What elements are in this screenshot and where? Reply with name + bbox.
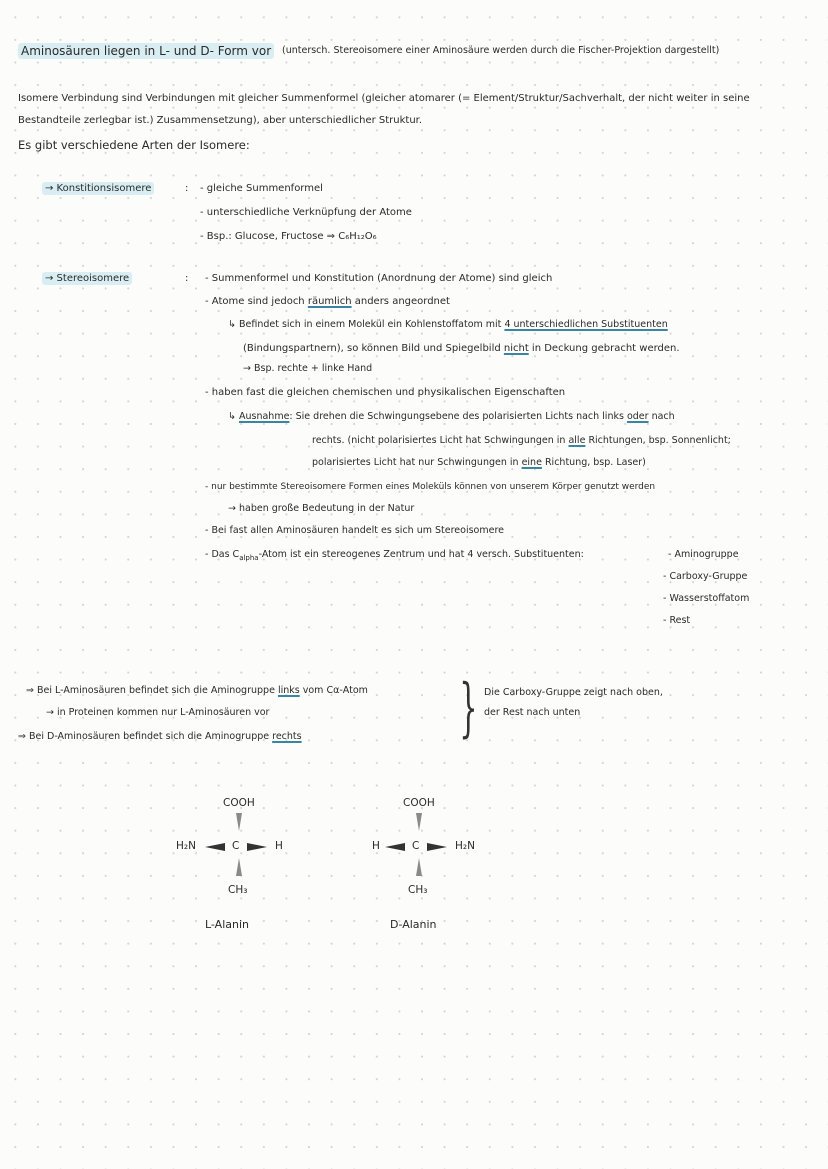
stereo-line: ↳ Befindet sich in einem Molekül ein Kohlenstoffatom mit 4 unterschiedlichen Substituenten bbox=[228, 319, 668, 330]
l-alanin-name: L-Alanin bbox=[205, 918, 249, 931]
bond-wedge-right bbox=[247, 843, 267, 851]
intro-line-3: Es gibt verschiedene Arten der Isomere: bbox=[18, 138, 250, 152]
bond-wedge-up bbox=[236, 813, 242, 831]
konstitution-item: - Bsp.: Glucose, Fructose ⇒ C₆H₁₂O₆ bbox=[200, 231, 377, 242]
intro-line-2: Bestandteile zerlegbar ist.) Zusammensetzung), aber unterschiedlicher Struktur. bbox=[18, 115, 423, 126]
bond-wedge-left bbox=[385, 843, 405, 851]
d-alanin-bottom: CH₃ bbox=[408, 884, 428, 896]
rule-proteins: → in Proteinen kommen nur L-Aminosäuren vor bbox=[46, 707, 270, 718]
stereo-line: → haben große Bedeutung in der Natur bbox=[228, 503, 415, 514]
stereo-line: ↳ Ausnahme: Sie drehen die Schwingungsebene des polarisierten Lichts nach links oder nach bbox=[228, 411, 675, 422]
header-note: (untersch. Stereoisomere einer Aminosäure werden durch die Fischer-Projektion dargestellt) bbox=[282, 45, 720, 56]
rule-side-note: Die Carboxy-Gruppe zeigt nach oben, bbox=[484, 687, 663, 698]
konstitution-colon: : bbox=[185, 183, 189, 194]
stereo-colon: : bbox=[185, 273, 189, 284]
konstitution-item: - gleiche Summenformel bbox=[200, 183, 323, 194]
l-alanin-bottom: CH₃ bbox=[228, 884, 248, 896]
stereo-line: - Atome sind jedoch räumlich anders angeordnet bbox=[205, 296, 450, 307]
stereo-line: - haben fast die gleichen chemischen und physikalischen Eigenschaften bbox=[205, 387, 566, 398]
l-alanin-center: C bbox=[232, 840, 240, 852]
bond-wedge-down bbox=[416, 858, 422, 876]
stereo-label: → Stereoisomere bbox=[42, 272, 132, 286]
l-alanin-top: COOH bbox=[223, 797, 255, 809]
bond-wedge-right bbox=[427, 843, 447, 851]
d-alanin-left: H bbox=[372, 840, 380, 852]
intro-line-1: Isomere Verbindung sind Verbindungen mit gleicher Summenformel (gleicher atomarer (= Element/Struktur/Sachverhalt, der nicht weiter in seine bbox=[18, 93, 750, 104]
stereo-line: - Summenformel und Konstitution (Anordnung der Atome) sind gleich bbox=[205, 273, 553, 284]
l-alanin-left: H₂N bbox=[176, 840, 196, 852]
bond-wedge-down bbox=[236, 858, 242, 876]
d-alanin-top: COOH bbox=[403, 797, 435, 809]
d-alanin-name: D-Alanin bbox=[390, 918, 437, 931]
stereo-line: (Bindungspartnern), so können Bild und Spiegelbild nicht in Deckung gebracht werden. bbox=[243, 343, 680, 354]
konstitution-label: → Konstitionsisomere bbox=[42, 182, 154, 196]
stereo-line: - nur bestimmte Stereoisomere Formen eines Moleküls können von unserem Körper genutzt werden bbox=[205, 482, 656, 492]
bond-wedge-up bbox=[416, 813, 422, 831]
stereo-line: - Das $C_{alpha}$-Atom ist ein stereogenes Zentrum und hat 4 versch. Substituenten: bbox=[205, 549, 584, 562]
rule-side-note: der Rest nach unten bbox=[484, 707, 581, 718]
rule-d-aminosaeure: ⇒ Bei D-Aminosäuren befindet sich die Aminogruppe rechts bbox=[18, 731, 302, 742]
stereo-line: polarisiertes Licht hat nur Schwingungen in eine Richtung, bsp. Laser) bbox=[312, 457, 646, 468]
l-alanin-right: H bbox=[275, 840, 283, 852]
substituent-item: - Aminogruppe bbox=[668, 549, 739, 560]
stereo-line: - Bei fast allen Aminosäuren handelt es sich um Stereoisomere bbox=[205, 525, 504, 536]
curly-brace: } bbox=[459, 671, 478, 745]
substituent-item: - Rest bbox=[663, 615, 691, 626]
konstitution-item: - unterschiedliche Verknüpfung der Atome bbox=[200, 207, 412, 218]
substituent-item: - Carboxy-Gruppe bbox=[663, 571, 748, 582]
rule-l-aminosaeure: ⇒ Bei L-Aminosäuren befindet sich die Aminogruppe links vom Cα-Atom bbox=[26, 685, 368, 696]
page-title: Aminosäuren liegen in L- und D- Form vor bbox=[18, 44, 274, 58]
stereo-line: → Bsp. rechte + linke Hand bbox=[243, 363, 373, 374]
bond-wedge-left bbox=[205, 843, 225, 851]
substituent-item: - Wasserstoffatom bbox=[663, 593, 750, 604]
d-alanin-right: H₂N bbox=[455, 840, 475, 852]
d-alanin-center: C bbox=[412, 840, 420, 852]
stereo-line: rechts. (nicht polarisiertes Licht hat Schwingungen in alle Richtungen, bsp. Sonnenlicht; bbox=[312, 435, 731, 446]
